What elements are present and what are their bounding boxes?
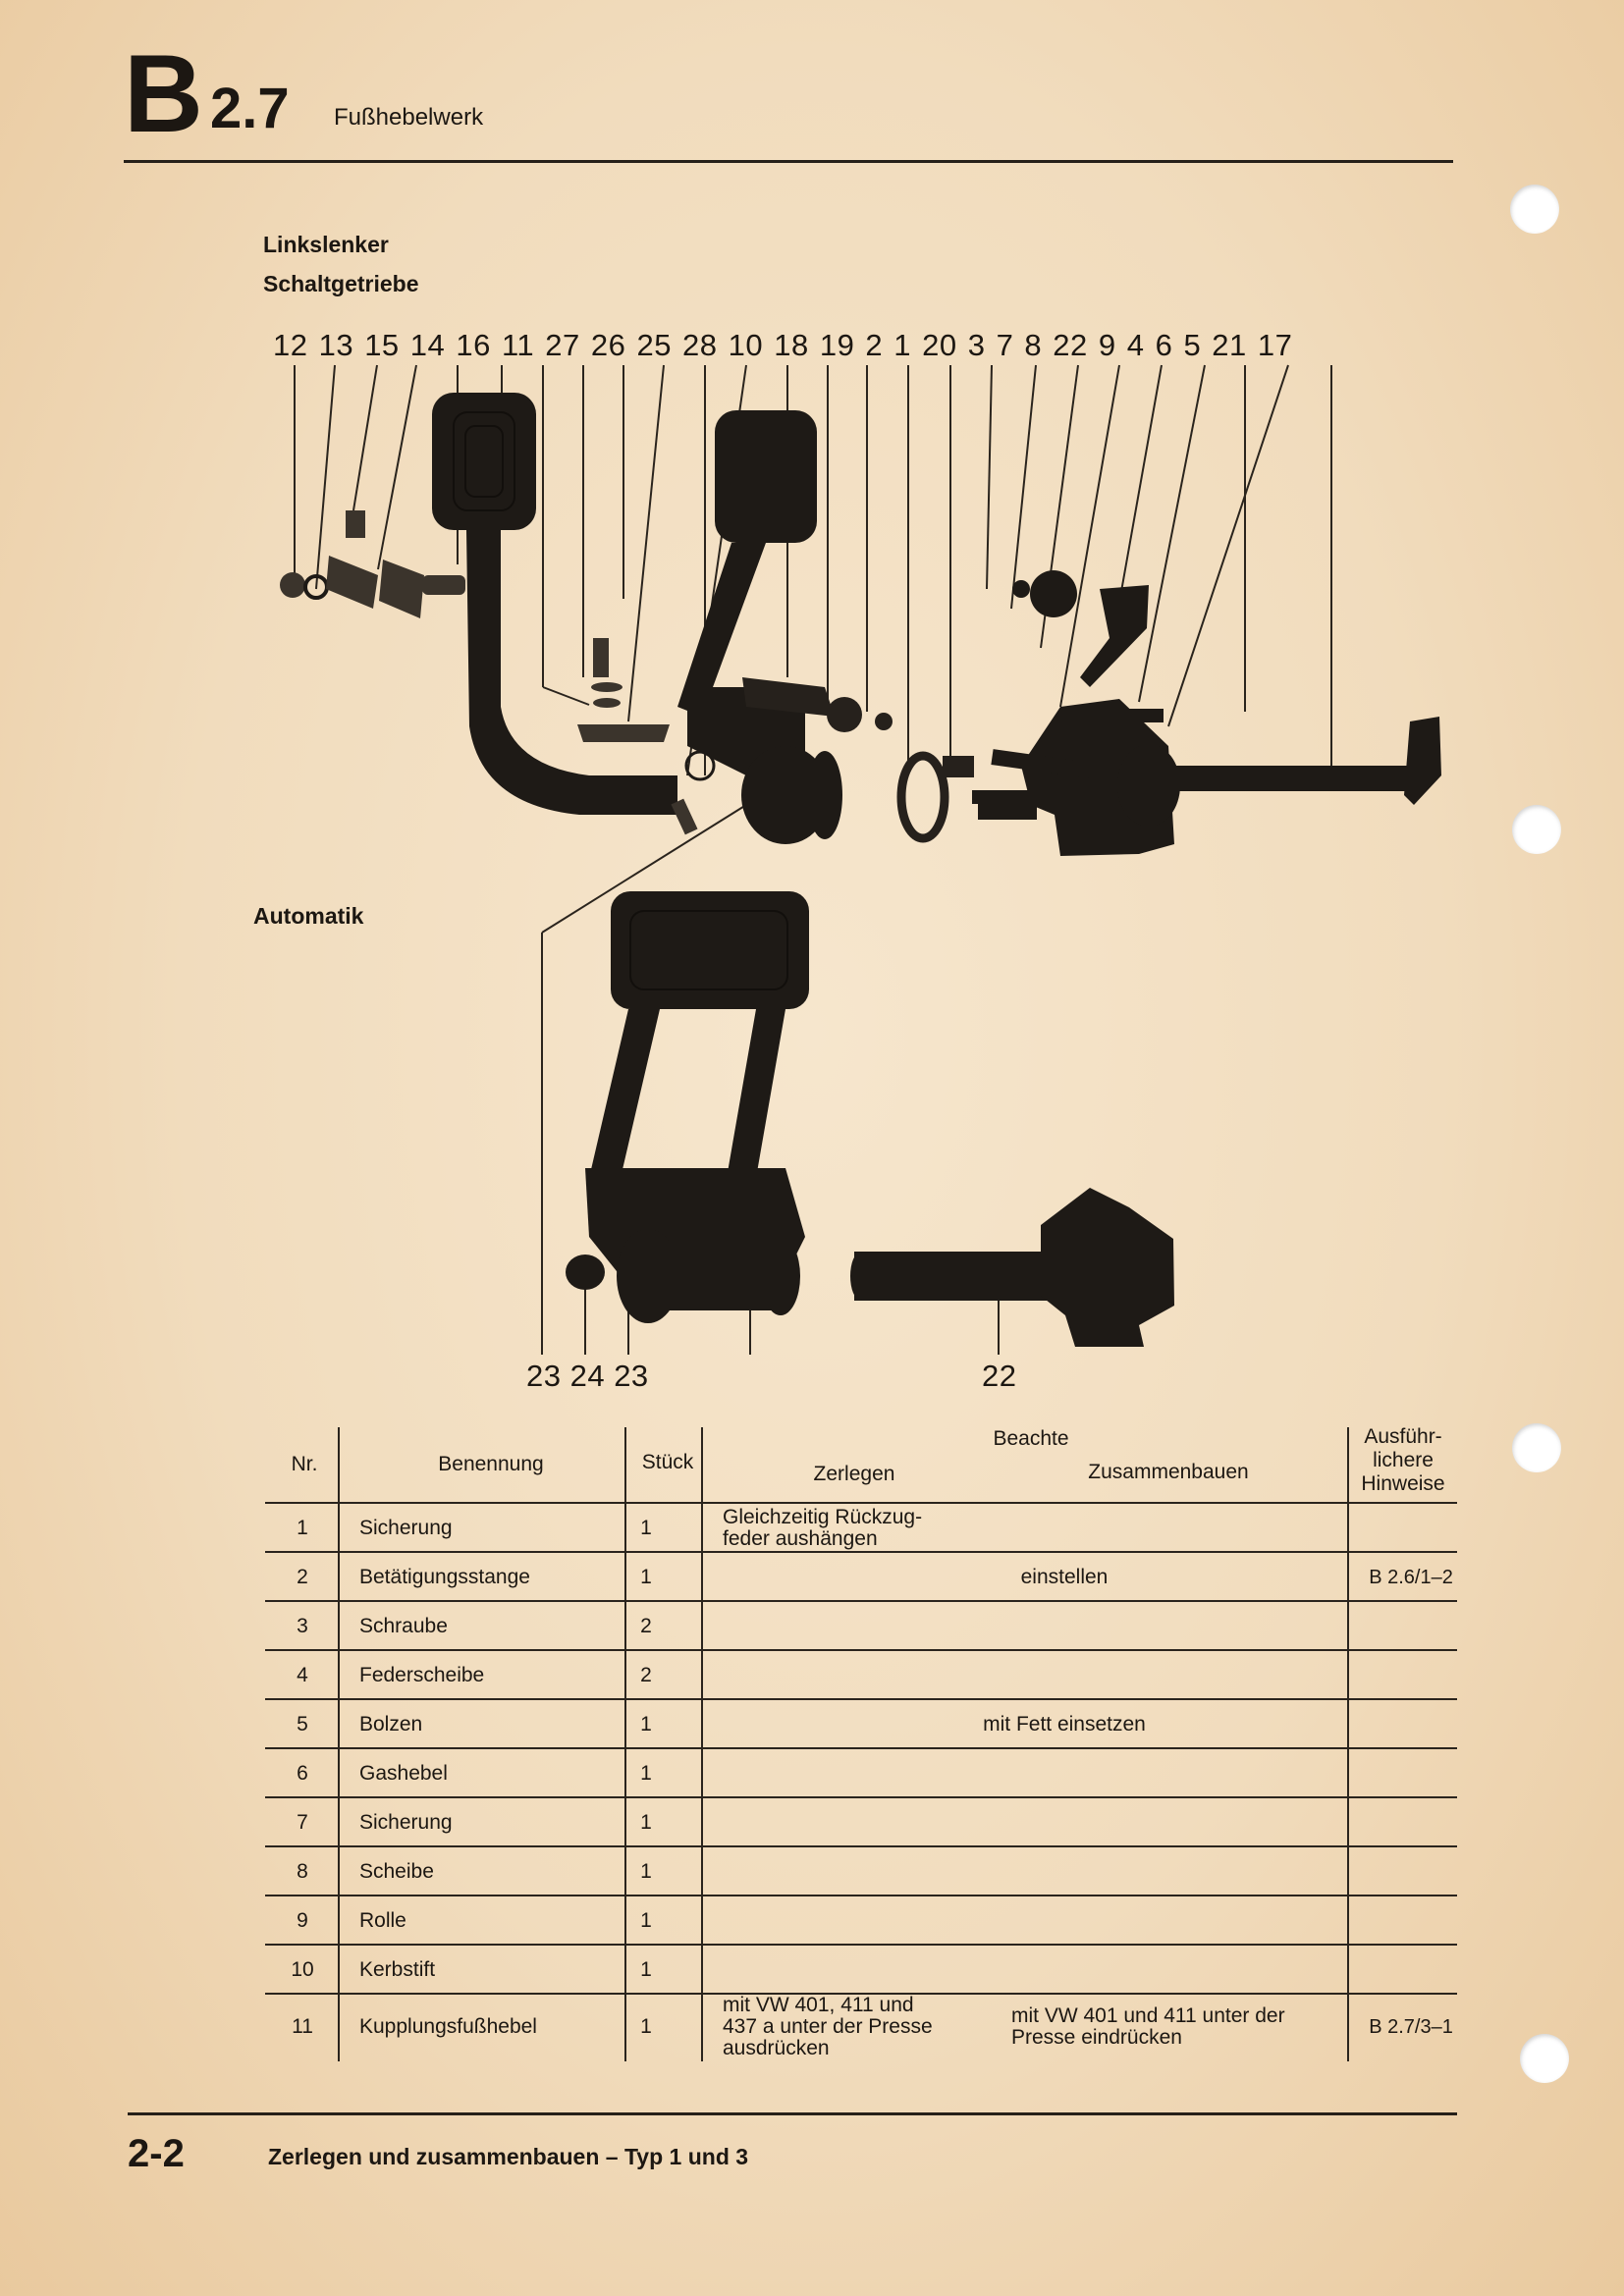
table-row [265,1798,1457,1847]
row-name: Scheibe [359,1859,434,1883]
row-zerlegen [723,1749,978,1798]
footer-text: Zerlegen und zusammenbauen – Typ 1 und 3 [268,2144,749,2169]
row-qty: 1 [640,1957,652,1981]
row-nr: 5 [297,1712,308,1735]
table-header-zusammenbauen: Zusammenbauen [1088,1461,1249,1483]
row-nr: 1 [297,1516,308,1539]
row-qty: 1 [640,1516,652,1539]
table-row [265,1749,1457,1798]
figure-subheading-linkslenker: Linkslenker [263,232,389,257]
row-nr: 8 [297,1859,308,1883]
table-header-name: Benennung [438,1453,544,1475]
table-row [265,1651,1457,1700]
row-hinweise [1357,1602,1465,1651]
table-row [265,1896,1457,1946]
callout-numbers-bottom-left: 23 24 23 [526,1359,649,1393]
row-qty: 1 [640,1761,652,1785]
row-hinweise [1357,1946,1465,1995]
row-name: Kerbstift [359,1957,436,1981]
row-nr: 2 [297,1565,308,1588]
row-qty: 1 [640,1810,652,1834]
callout-numbers-bottom-right: 22 [982,1359,1017,1393]
row-name: Schraube [359,1614,448,1637]
table-row [265,1553,1457,1602]
row-zerlegen [723,1896,978,1946]
automatic-brake-pedal [566,891,1174,1347]
row-hinweise [1357,1847,1465,1896]
row-hinweise [1357,1651,1465,1700]
row-qty: 2 [640,1663,652,1686]
row-nr: 4 [297,1663,308,1686]
table-header-qty: Stück [641,1451,694,1473]
row-name: Gashebel [359,1761,448,1785]
row-qty: 1 [640,2014,652,2038]
row-nr: 11 [292,2014,313,2038]
row-zusammenbauen [1011,1946,1335,1995]
figure-subheading-schaltgetriebe: Schaltgetriebe [263,271,419,296]
row-nr: 3 [297,1614,308,1637]
row-zusammenbauen [1011,1602,1335,1651]
row-zerlegen: mit VW 401, 411 und 437 a unter der Presse ausdrücken [723,1993,933,2060]
row-hinweise [1357,1749,1465,1798]
callout-numbers-top: 12 13 15 14 16 11 27 26 25 28 10 18 19 2 1 20 3 7 8 22 9 4 6 5 21 17 [273,328,1293,362]
row-zusammenbauen [1011,1896,1335,1946]
row-hinweise [1357,1504,1465,1553]
row-zerlegen [723,1847,978,1896]
row-name: Bolzen [359,1712,423,1735]
page-number: 2-2 [128,2132,185,2175]
row-qty: 1 [640,1712,652,1735]
row-name: Sicherung [359,1516,453,1539]
section-number: 2.7 [210,77,290,140]
row-name: Kupplungsfußhebel [359,2014,537,2038]
table-row [265,1946,1457,1995]
table-header-zerlegen: Zerlegen [813,1463,895,1485]
row-hinweise [1357,1896,1465,1946]
row-name: Federscheibe [359,1663,485,1686]
row-zerlegen [723,1946,978,1995]
row-zusammenbauen: mit Fett einsetzen [983,1712,1146,1735]
row-hinweise [1357,1798,1465,1847]
row-zusammenbauen [1011,1798,1335,1847]
row-qty: 2 [640,1614,652,1637]
row-hinweise [1357,1700,1465,1749]
row-name: Betätigungsstange [359,1565,530,1588]
row-zusammenbauen [1011,1847,1335,1896]
footer-rule [128,2112,1457,2115]
page-title: Fußhebelwerk [334,104,484,131]
row-qty: 1 [640,1908,652,1932]
table-row [265,1504,1457,1553]
row-name: Sicherung [359,1810,453,1834]
row-zusammenbauen: einstellen [1020,1565,1109,1588]
table-row [265,1847,1457,1896]
table-header-nr: Nr. [291,1453,318,1475]
table-header-beachte: Beachte [993,1427,1069,1450]
table-row [265,1700,1457,1749]
row-nr: 7 [297,1810,308,1834]
row-nr: 10 [291,1957,314,1981]
row-zerlegen: Gleichzeitig Rückzug- feder aushängen [723,1505,923,1550]
row-hinweise: B 2.6/1–2 [1369,1566,1453,1588]
row-zerlegen [723,1798,978,1847]
row-zerlegen [723,1651,978,1700]
table-row [265,1995,1457,2059]
row-zusammenbauen [1011,1749,1335,1798]
table-row [265,1602,1457,1651]
table-header-hinweise: Ausführ- lichere Hinweise [1361,1425,1445,1496]
row-zusammenbauen [1011,1651,1335,1700]
figure-subheading-automatik: Automatik [253,903,364,929]
row-zerlegen [723,1602,978,1651]
row-zusammenbauen: mit VW 401 und 411 unter der Presse eindrücken [1011,2003,1285,2049]
row-qty: 1 [640,1565,652,1588]
row-nr: 6 [297,1761,308,1785]
row-qty: 1 [640,1859,652,1883]
row-nr: 9 [297,1908,308,1932]
section-letter: B [124,32,201,155]
row-name: Rolle [359,1908,406,1932]
row-zusammenbauen [1011,1504,1335,1553]
row-hinweise: B 2.7/3–1 [1369,2015,1453,2038]
